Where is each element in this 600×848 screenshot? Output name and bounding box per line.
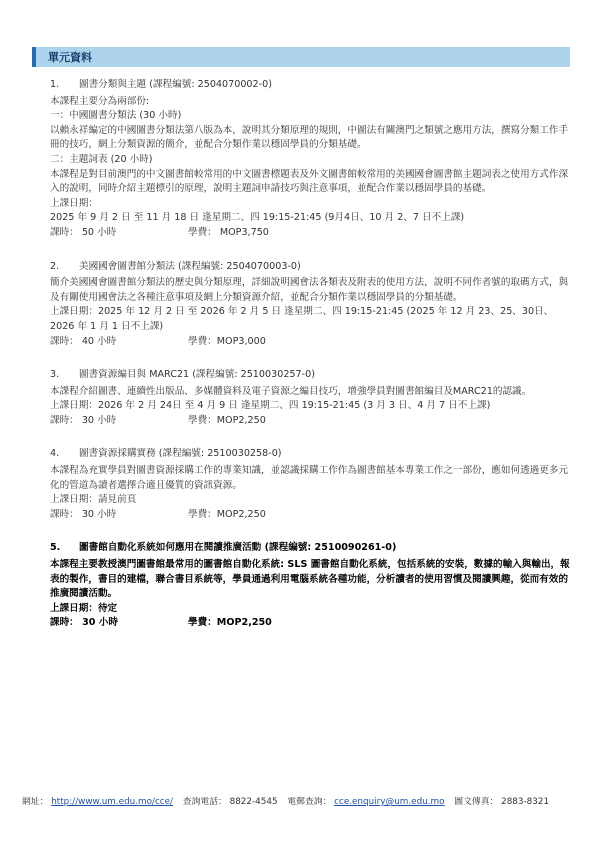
course-text: 本課程介紹圖書、連續性出版品、多媒體資料及電子資源之編目技巧，增強學員對圖書館編目及MARC21的認識。 bbox=[50, 385, 532, 397]
course-title-text: 圖書館自動化系統如何應用在閱讀推廣活動 (課程編號: 2510090261-0) bbox=[79, 542, 397, 554]
section-header bbox=[32, 47, 570, 67]
course-title bbox=[50, 541, 570, 556]
course-fee: 學費：MOP3,000 bbox=[188, 335, 266, 347]
course-meta bbox=[50, 508, 570, 523]
course-hours: 課時： 50 小時 bbox=[50, 226, 117, 238]
course-fee: 學費：MOP2,250 bbox=[188, 617, 272, 629]
course-title-text: 圖書資源編目與 MARC21 (課程編號: 2510030257-0) bbox=[79, 369, 315, 381]
course-meta bbox=[50, 616, 570, 631]
course-text: 上課日期： bbox=[50, 197, 98, 209]
course-text: 上課日期：2026 年 2 月 24日 至 4 月 9 日 逢星期二、四 19:15-21:45 (3 月 3 日、4 月 7 日不上課) bbox=[50, 400, 491, 412]
phone-label: 查詢電話： bbox=[182, 797, 227, 807]
course-number: 3. bbox=[50, 369, 60, 381]
course-hours: 課時： 30 小時 bbox=[50, 508, 117, 520]
website-link[interactable]: http://www.um.edu.mo/cce/ bbox=[51, 797, 173, 807]
course-title bbox=[50, 260, 570, 275]
course-meta bbox=[50, 414, 570, 429]
course-item bbox=[50, 447, 570, 522]
course-item bbox=[50, 78, 570, 241]
course-item bbox=[50, 541, 570, 631]
course-text: 一：中國圖書分類法 (30 小時) bbox=[50, 110, 182, 122]
phone-number: 8822-4545 bbox=[229, 797, 278, 807]
course-title bbox=[50, 78, 570, 93]
course-fee: 學費：MOP2,250 bbox=[188, 414, 266, 426]
course-text: 本課程是對目前澳門的中文圖書館較常用的中文圖書標題表及外文圖書館較常用的美國國會圖書館主題詞表之使用方式作深入的說明，同時介紹主題標引的原理，說明主題詞申請技巧與注意事項，並配合作業以穩固學員的基礎。 bbox=[50, 168, 569, 195]
course-item bbox=[50, 260, 570, 350]
course-text: 本課程為充實學員對圖書資源採購工作的專業知識，並認識採購工作作為圖書館基本專業工作之一部份，應如何透過更多元化的管道為讀者選擇合適且優質的資訊資源。 bbox=[50, 465, 569, 491]
course-text: 本課程主要教授澳門圖書館最常用的圖書館自動化系統: SLS 圖書館自動化系統，包括系統的安裝，數據的輸入與輸出，報表的製作，書目的建檔，聯合書目系統等，學員通過利用電腦系統各種功能，分析讀者的使用習慣及閱讀興趣，從而有效的推廣閱讀活動。 bbox=[50, 559, 570, 600]
course-text: 本課程主要分為兩部份: bbox=[50, 95, 150, 107]
course-title-text: 美國國會圖書館分類法 (課程編號: 2504070003-0) bbox=[79, 260, 301, 272]
footer-contact bbox=[22, 794, 582, 807]
course-title-text: 圖書分類與主題 (課程編號: 2504070002-0) bbox=[79, 79, 272, 90]
course-hours: 課時： 40 小時 bbox=[50, 335, 117, 347]
course-meta bbox=[50, 335, 570, 350]
course-item bbox=[50, 368, 570, 428]
course-hours: 課時： 30 小時 bbox=[50, 414, 117, 426]
course-fee: 學費：MOP2,250 bbox=[188, 508, 266, 520]
course-text: 2025 年 9 月 2 日 至 11 月 18 日 逢星期二、四 19:15-21:45 (9月4日、10 月 2、7 日不上課) bbox=[50, 212, 465, 224]
course-title bbox=[50, 447, 570, 462]
course-number: 5. bbox=[50, 542, 61, 554]
course-meta bbox=[50, 226, 570, 241]
website-label: 網址： bbox=[22, 797, 49, 807]
course-text: 上課日期：待定 bbox=[50, 602, 118, 614]
course-list bbox=[50, 78, 570, 650]
fax-number: 2883-8321 bbox=[501, 797, 550, 807]
course-title bbox=[50, 368, 570, 383]
course-number: 1. bbox=[50, 79, 60, 90]
course-text: 簡介美國國會圖書館分類法的歷史與分類原理，詳細說明國會法各類表及附表的使用方法，說明不同作者號的取碼方式，與及有關使用國會法之各種注意事項及網上分類資源介紹，並配合分類作業以穩固學員的分類基礎。 bbox=[50, 277, 569, 303]
course-hours: 課時： 30 小時 bbox=[50, 617, 118, 629]
course-text: 二：主題詞表 (20 小時) bbox=[50, 153, 153, 165]
course-number: 4. bbox=[50, 448, 60, 460]
section-title: 單元資料 bbox=[48, 51, 92, 64]
course-number: 2. bbox=[50, 260, 60, 272]
course-title-text: 圖書資源採購實務 (課程編號: 2510030258-0) bbox=[79, 448, 282, 460]
email-link[interactable]: cce.enquiry@um.edu.mo bbox=[334, 797, 445, 807]
course-text: 上課日期：請見前頁 bbox=[50, 494, 137, 506]
fax-label: 圖文傳真： bbox=[454, 797, 499, 807]
course-fee: 學費： MOP3,750 bbox=[188, 226, 269, 238]
course-text: 以賴永祥編定的中國圖書分類法第八版為本，說明其分類原理的規則，中圖法有關澳門之類號之應用方法，撰寫分類工作手冊的技巧，網上分類資源的簡介，並配合分類作業以穩固學員的分類基礎。 bbox=[50, 124, 569, 151]
email-label: 電郵查詢： bbox=[287, 797, 332, 807]
course-text: 上課日期：2025 年 12 月 2 日 至 2026 年 2 月 5 日 逢星期二、四 19:15-21:45 (2025 年 12 月 23、25、30日、2026 年 1 月 1 日不上課) bbox=[50, 306, 554, 332]
